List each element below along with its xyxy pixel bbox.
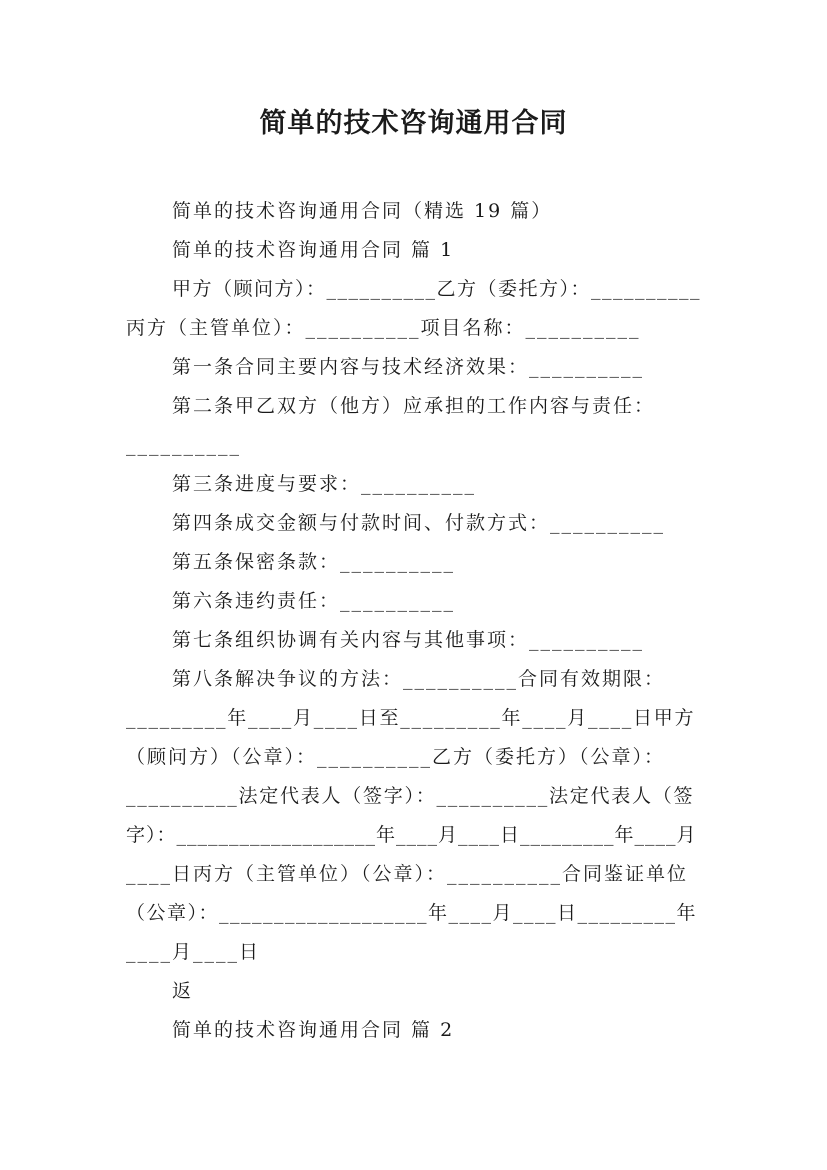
signature-line-7: ____月____日	[126, 941, 261, 963]
clause-1: 第一条合同主要内容与技术经济效果：__________	[172, 356, 645, 378]
signature-line-6: （公章）：___________________年____月____日_________年	[126, 902, 698, 924]
signature-line-2: （顾问方）（公章）：__________乙方（委托方）（公章）：	[126, 746, 666, 768]
clause-4: 第四条成交金额与付款时间、付款方式：__________	[172, 512, 666, 534]
clause-8: 第八条解决争议的方法：__________合同有效期限：	[172, 668, 666, 690]
subtitle-line: 简单的技术咨询通用合同（精选 19 篇）	[172, 200, 553, 222]
clause-7: 第七条组织协调有关内容与其他事项：__________	[172, 629, 645, 651]
party-line-2: 丙方（主管单位）：__________项目名称：__________	[126, 317, 641, 339]
clause-2: 第二条甲乙双方（他方）应承担的工作内容与责任：	[172, 395, 656, 417]
clause-5: 第五条保密条款：__________	[172, 551, 456, 573]
signature-line-1: _________年____月____日至_________年____月____日甲方	[126, 707, 696, 729]
party-line-1: 甲方（顾问方）：__________乙方（委托方）：__________	[172, 278, 702, 300]
signature-line-5: ____日丙方（主管单位）（公章）：__________合同鉴证单位	[126, 863, 689, 885]
section-heading-2: 简单的技术咨询通用合同 篇 2	[172, 1019, 455, 1041]
return-link[interactable]: 返	[172, 980, 194, 1002]
section-heading-1: 简单的技术咨询通用合同 篇 1	[172, 239, 455, 261]
clause-3: 第三条进度与要求：__________	[172, 473, 477, 495]
signature-line-3: __________法定代表人（签字）：__________法定代表人（签	[126, 785, 695, 807]
clause-6: 第六条违约责任：__________	[172, 590, 456, 612]
document-title: 简单的技术咨询通用合同	[259, 108, 568, 139]
signature-line-4: 字）：___________________年____月____日_________年____月	[126, 824, 697, 846]
clause-2-blank: __________	[126, 434, 241, 456]
